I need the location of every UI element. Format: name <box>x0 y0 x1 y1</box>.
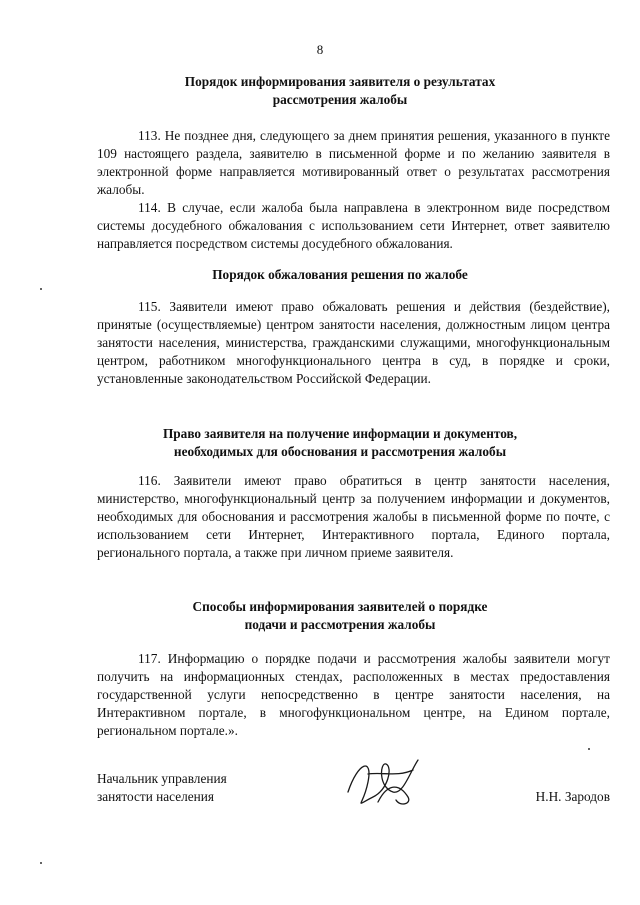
paragraph-115: 115. Заявители имеют право обжаловать решения и действия (бездействие), принятые (осуществляемые) центром занятости населения, должностным лицом центра занятости населения, министерства, гражданскими служащими, многофункциональным центром, работником многофункционального центра в суд, в порядке и сроки, установленные законодательством Российской Федерации. <box>97 299 610 386</box>
section-heading-appeal-decision <box>60 266 620 284</box>
signatory-title-line: Начальник управления <box>97 771 227 786</box>
handwritten-signature <box>338 752 428 812</box>
section-heading-right-to-information <box>60 425 620 461</box>
heading-line: Порядок информирования заявителя о результатах <box>184 74 496 89</box>
signatory-title-line: занятости населения <box>97 789 215 804</box>
section-heading-ways-of-informing <box>60 598 620 634</box>
section-heading-informing-results <box>60 73 620 109</box>
scan-speck <box>40 862 42 864</box>
paragraph-116: 116. Заявители имеют право обратиться в центр занятости населения, министерство, многофункциональный центр за получением информации и документов, необходимых для обоснования и рассмотрения жалобы в письменной форме по почте, с использованием сети Интернет, Интерактивного портала, Единого портала, регионального портала, а также при личном приеме заявителя. <box>97 473 610 560</box>
heading-line: рассмотрения жалобы <box>272 92 408 107</box>
signatory-title <box>97 770 227 806</box>
paragraph-117: 117. Информацию о порядке подачи и рассмотрения жалобы заявители могут получить на информационных стендах, расположенных в местах предоставления государственной услуги непосредственно в центре занятости населения, на Интерактивном портале, в многофункциональном центре, на Едином портале, региональном портале.». <box>97 651 610 738</box>
paragraph-113: 113. Не позднее дня, следующего за днем принятия решения, указанного в пункте 109 настоящего раздела, заявителю в письменной форме и по желанию заявителя в электронной форме направляется мотивированный ответ о результатах рассмотрения жалобы. <box>97 128 610 197</box>
scan-speck <box>588 748 590 750</box>
heading-line: необходимых для обоснования и рассмотрения жалобы <box>173 444 507 459</box>
heading-line: подачи и рассмотрения жалобы <box>244 617 436 632</box>
heading-line: Способы информирования заявителей о порядке <box>192 599 488 614</box>
scan-speck <box>40 288 42 290</box>
heading-line: Право заявителя на получение информации и документов, <box>162 426 518 441</box>
paragraph-114: 114. В случае, если жалоба была направлена в электронном виде посредством системы досудебного обжалования с использованием сети Интернет, ответ заявителю направляется посредством системы досудебного обжалования. <box>97 200 610 251</box>
page-number: 8 <box>316 42 324 57</box>
heading-line: Порядок обжалования решения по жалобе <box>212 267 468 282</box>
signatory-name: Н.Н. Зародов <box>535 789 610 804</box>
